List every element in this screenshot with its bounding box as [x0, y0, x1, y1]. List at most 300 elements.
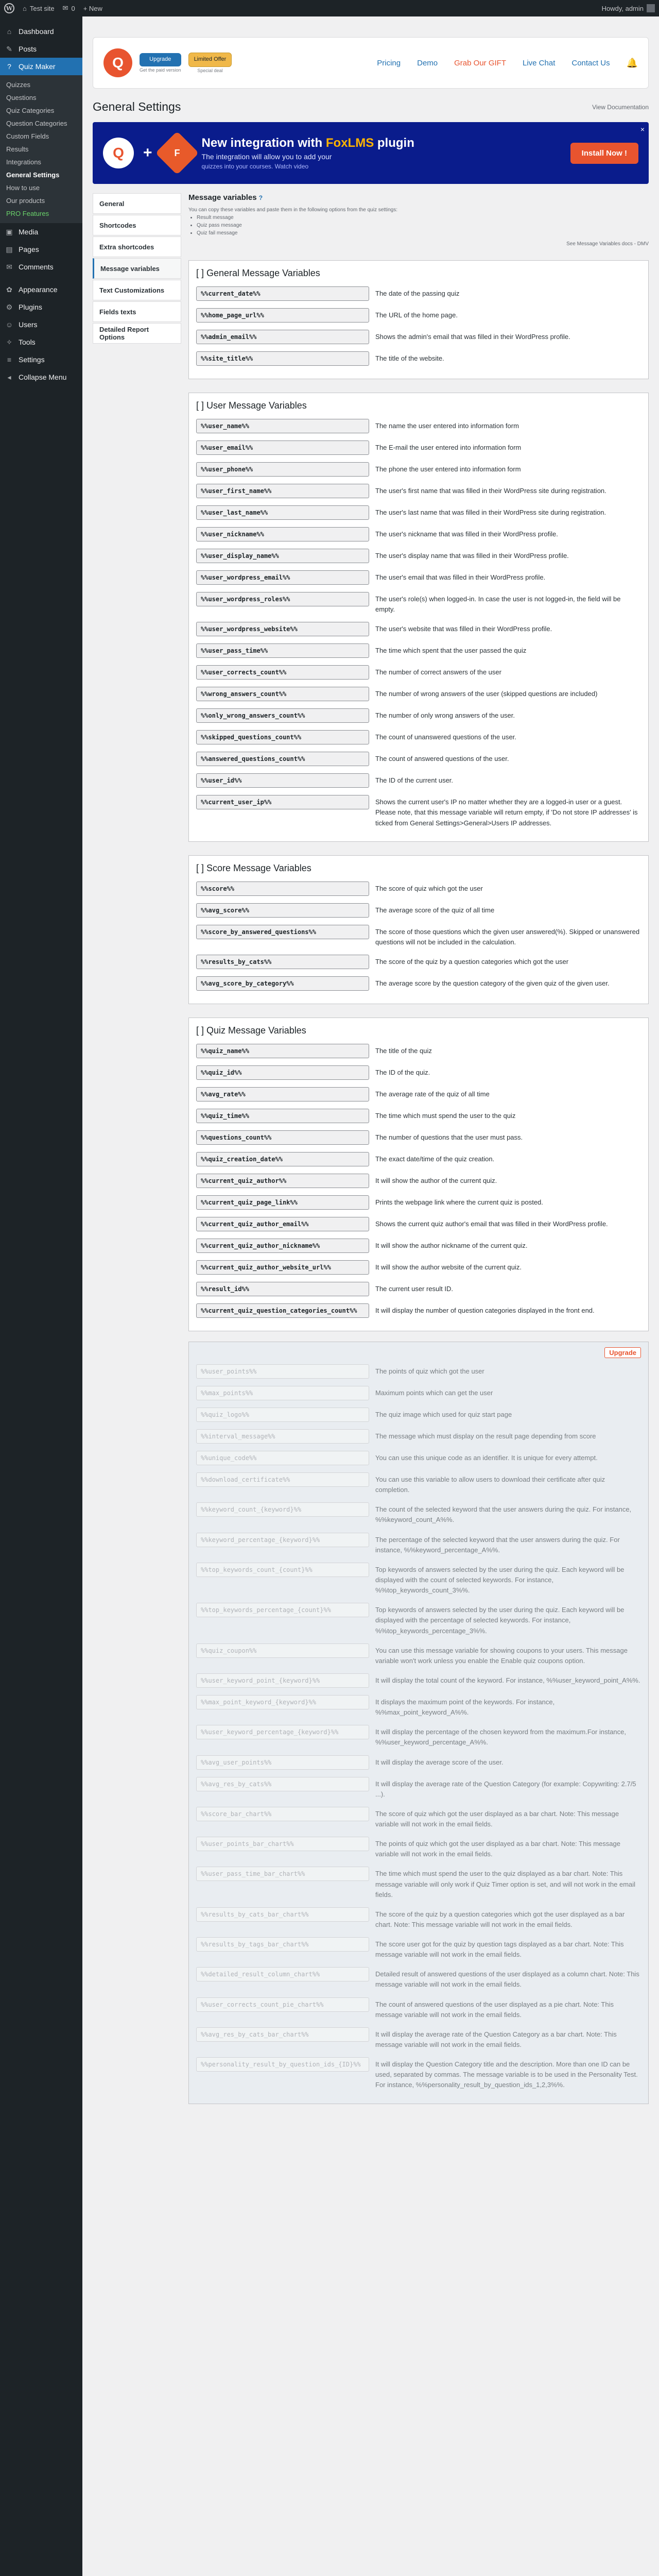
quiz-maker-logo-icon: Q [103, 48, 132, 77]
variable-code-field[interactable]: %%user_email%% [196, 440, 369, 455]
variable-row [196, 618, 641, 640]
variable-code-field[interactable]: %%interval_message%% [196, 1429, 369, 1444]
variable-code-field[interactable]: %%max_points%% [196, 1386, 369, 1400]
variable-code-field[interactable]: %%avg_score%% [196, 903, 369, 918]
variable-code-field[interactable]: %%current_quiz_page_link%% [196, 1195, 369, 1210]
variable-row [196, 1447, 641, 1469]
variable-row [196, 567, 641, 588]
variable-code-field[interactable]: %%admin_email%% [196, 330, 369, 344]
variable-row [196, 726, 641, 748]
variable-description: It displays the maximum point of the keywords. For instance, %%max_point_keyword_A%%. [375, 1698, 555, 1717]
variable-description: The date of the passing quiz [375, 290, 460, 297]
variable-section [188, 855, 649, 1004]
admin-bar-new[interactable]: + New [83, 4, 102, 12]
variable-description: It will show the author website of the current quiz. [375, 1263, 522, 1271]
submenu-integrations[interactable]: Integrations [6, 158, 41, 166]
variable-code-field[interactable]: %%avg_res_by_cats_bar_chart%% [196, 2027, 369, 2042]
variable-code-field[interactable]: %%unique_code%% [196, 1451, 369, 1465]
tab-extra-shortcodes[interactable]: Extra shortcodes [93, 236, 181, 257]
settings-tabs [93, 193, 181, 2104]
variable-code-field[interactable]: %%user_wordpress_email%% [196, 570, 369, 585]
variable-description: The number of only wrong answers of the user. [375, 711, 515, 720]
variable-description: The current user result ID. [375, 1284, 453, 1293]
sidebar-item-quiz-maker[interactable]: ? Quiz Maker [0, 58, 82, 75]
variable-row [196, 348, 641, 369]
sidebar-item-pages[interactable]: ▤ Pages [0, 241, 82, 258]
sidebar-item-posts[interactable]: ✎ Posts [0, 40, 82, 58]
quiz-maker-icon: ? [7, 62, 11, 71]
plugins-icon: ⚙ [6, 303, 13, 311]
dashboard-icon: ⌂ [7, 27, 12, 36]
title-row [93, 100, 649, 114]
variable-row [196, 1105, 641, 1127]
tab-detailed-report-options[interactable]: Detailed Report Options [93, 323, 181, 344]
variable-row [196, 1963, 641, 1993]
variable-description: The average rate of the quiz of all time [375, 1090, 490, 1098]
variable-description: Shows the current user's IP no matter whether they are a logged-in user or a guest. Please note, that this message variable will return empty, if 'Do not store IP addresses' is ticked from General Settings>General>Users IP addresses. [375, 798, 638, 827]
variable-code-field[interactable]: %%user_pass_time%% [196, 643, 369, 658]
variable-row [196, 283, 641, 304]
media-icon: ▣ [6, 228, 13, 236]
variable-code-field[interactable]: %%user_last_name%% [196, 505, 369, 520]
pricing-link[interactable]: Pricing [377, 58, 401, 67]
submenu-how-to-use[interactable]: How to use [6, 184, 40, 192]
gift-link[interactable]: Grab Our GIFT [454, 58, 506, 67]
section-bracket-icon: [ ] [196, 400, 207, 411]
foxlms-logo-icon: F [155, 131, 199, 175]
tools-icon: ✧ [6, 338, 12, 346]
variable-row [196, 640, 641, 662]
comments-icon: ✉ [6, 263, 12, 271]
comment-icon: ✉ [62, 4, 68, 12]
upgrade-button[interactable]: Upgrade [140, 53, 181, 66]
variable-description: The percentage of the selected keyword that the user answers during the quiz. For instance, %%keyword_percentage_A%%. [375, 1535, 620, 1554]
variable-code-field[interactable]: %%user_phone%% [196, 462, 369, 477]
quiz-maker-submenu [0, 75, 82, 223]
close-icon[interactable]: × [640, 125, 645, 133]
variable-row [196, 2024, 641, 2054]
sidebar-item-comments[interactable]: ✉ Comments [0, 258, 82, 276]
submenu-pro-features[interactable]: PRO Features [6, 210, 49, 217]
variable-code-field[interactable]: %%keyword_percentage_{keyword}%% [196, 1533, 369, 1547]
variable-row [196, 973, 641, 994]
variable-code-field[interactable]: %%current_quiz_author_nickname%% [196, 1239, 369, 1253]
variable-code-field[interactable]: %%personality_result_by_question_ids_{ID}%% [196, 2057, 369, 2072]
submenu-results[interactable]: Results [6, 145, 29, 153]
variable-row [196, 326, 641, 348]
submenu-custom-fields[interactable]: Custom Fields [6, 132, 49, 140]
variable-row [196, 1148, 641, 1170]
variable-section [188, 260, 649, 379]
variable-description: The score of those questions which the given user answered(%). Skipped or unanswered questions will not be included in the calculation. [375, 927, 640, 946]
variable-row [196, 662, 641, 683]
variable-code-field[interactable]: %%questions_count%% [196, 1130, 369, 1145]
tab-fields-texts[interactable]: Fields texts [93, 301, 181, 322]
variable-row [196, 900, 641, 921]
demo-link[interactable]: Demo [417, 58, 438, 67]
variable-description: The time which must spend the user to the quiz [375, 1111, 516, 1120]
variable-description: The exact date/time of the quiz creation. [375, 1155, 495, 1163]
variable-code-field[interactable]: %%user_corrects_count_pie_chart%% [196, 1997, 369, 2012]
variable-description: The count of unanswered questions of the user. [375, 733, 516, 741]
variable-code-field[interactable]: %%download_certificate%% [196, 1472, 369, 1487]
variable-code-field[interactable]: %%user_keyword_percentage_{keyword}%% [196, 1725, 369, 1739]
variable-description: You can use this unique code as an identifier. It is unique for every attempt. [375, 1453, 598, 1462]
submenu-our-products[interactable]: Our products [6, 197, 45, 205]
variable-code-field[interactable]: %%quiz_id%% [196, 1065, 369, 1080]
variable-row [196, 1773, 641, 1803]
section-title: [ ] User Message Variables [196, 400, 307, 411]
submenu-quiz-categories[interactable]: Quiz Categories [6, 107, 55, 114]
variable-code-field[interactable]: %%user_wordpress_website%% [196, 622, 369, 636]
variable-row [196, 1904, 641, 1934]
section-bracket-icon: [ ] [196, 1025, 207, 1036]
variable-sections [188, 260, 649, 1331]
variable-description: The time which spent that the user passed the quiz [375, 647, 527, 655]
variable-code-field[interactable]: %%skipped_questions_count%% [196, 730, 369, 744]
variable-description: The user's last name that was filled in their WordPress site during registration. [375, 509, 606, 516]
variable-code-field[interactable]: %%avg_score_by_category%% [196, 976, 369, 991]
variable-description: It will display the Question Category title and the description. More than one ID can be used, separated by commas. The message variable is to be used in the Personality Test. For instance, %%personality_result_by_question_ids_1,2,3%%. [375, 2060, 638, 2089]
variable-row [196, 1529, 641, 1559]
variable-description: The number of questions that the user must pass. [375, 1133, 523, 1141]
variable-row [196, 1170, 641, 1192]
variable-description: The score of the quiz by a question categories which got the user [375, 957, 569, 965]
variable-description: The score of quiz which got the user [375, 884, 483, 892]
variable-description: The title of the website. [375, 354, 444, 362]
main-content [93, 16, 649, 2104]
variable-code-field[interactable]: %%user_nickname%% [196, 527, 369, 541]
variable-row [196, 1382, 641, 1404]
variable-description: Shows the admin's email that was filled in their WordPress profile. [375, 333, 570, 341]
variable-code-field[interactable]: %%current_user_ip%% [196, 795, 369, 809]
foxlms-banner [93, 122, 649, 184]
variable-description: The phone the user entered into information form [375, 465, 521, 473]
collapse-icon: ◂ [7, 373, 11, 381]
variable-description: The count of answered questions of the user displayed as a pie chart. Note: This message variable will not work in the email fields. [375, 2000, 614, 2019]
variable-row [196, 1803, 641, 1833]
variable-description: You can use this message variable for showing coupons to your users. This message variable won't work unless you enable the Enable quiz coupons option. [375, 1646, 628, 1665]
appearance-icon: ✿ [6, 285, 12, 294]
variable-code-field[interactable]: %%top_keywords_count_{count}%% [196, 1563, 369, 1577]
variable-code-field[interactable]: %%current_quiz_author%% [196, 1174, 369, 1188]
submenu-questions[interactable]: Questions [6, 94, 37, 101]
variable-row [196, 921, 641, 951]
variable-code-field[interactable]: %%avg_res_by_cats%% [196, 1777, 369, 1791]
variable-description: The score user got for the quiz by question tags displayed as a bar chart. Note: This message variable will not work in the email fields. [375, 1940, 624, 1959]
variable-code-field[interactable]: %%site_title%% [196, 351, 369, 366]
variable-description: The time which must spend the user to the quiz displayed as a bar chart. Note: This message variable will only work if Quiz Timer option is set, and will not work in the email fields. [375, 1870, 636, 1899]
quiz-maker-logo-icon: Q [103, 138, 134, 168]
sidebar-collapse-menu[interactable]: ◂ Collapse Menu [0, 368, 82, 386]
variable-description: Maximum points which can get the user [375, 1388, 493, 1397]
variable-description: The E-mail the user entered into information form [375, 444, 522, 451]
pages-icon: ▤ [6, 245, 13, 253]
variable-description: The title of the quiz [375, 1046, 432, 1055]
tab-text-customizations[interactable]: Text Customizations [93, 280, 181, 300]
bell-icon[interactable]: 🔔 [626, 57, 638, 68]
message-variables-doc-link[interactable]: See Message Variables docs - DMV [566, 241, 649, 247]
variable-code-field[interactable]: %%home_page_url%% [196, 308, 369, 323]
admin-bar-comments[interactable]: ✉ 0 [62, 4, 75, 12]
home-icon: ⌂ [23, 4, 27, 12]
submenu-question-categories[interactable]: Question Categories [6, 120, 67, 127]
variable-row [196, 1235, 641, 1257]
variable-row [196, 415, 641, 437]
variable-row [196, 1994, 641, 2024]
variable-description: The user's first name that was filled in their WordPress site during registration. [375, 487, 606, 495]
variable-code-field[interactable]: %%current_quiz_question_categories_count%% [196, 1303, 369, 1318]
admin-sidebar [0, 16, 82, 2576]
admin-bar [0, 0, 659, 16]
section-title: [ ] Quiz Message Variables [196, 1025, 306, 1036]
admin-bar-wp-logo[interactable] [4, 3, 14, 13]
variable-row [196, 1721, 641, 1751]
variable-description: It will display the average score of the user. [375, 1758, 504, 1766]
variable-row [196, 791, 641, 832]
submenu-quizzes[interactable]: Quizzes [6, 81, 30, 89]
variable-description: The points of quiz which got the user [375, 1367, 484, 1375]
section-title: [ ] Score Message Variables [196, 862, 311, 873]
variable-row [196, 1670, 641, 1691]
variable-description: Shows the current quiz author's email that was filled in their WordPress profile. [375, 1219, 608, 1228]
variable-row [196, 588, 641, 618]
variable-row [196, 878, 641, 900]
variable-description: It will display the total count of the keyword. For instance, %%user_keyword_point_A%%. [375, 1676, 640, 1684]
page-title: General Settings [93, 100, 181, 113]
variable-description: Detailed result of answered questions of the user displayed as a column chart. Note: This message variable will not work in the email fields. [375, 1970, 639, 1989]
variable-description: The points of quiz which got the user displayed as a bar chart. Note: This message variable will not work in the email fields. [375, 1840, 620, 1858]
variable-description: It will display the average rate of the Question Category as a bar chart. Note: This message variable will not work in the email fields. [375, 2030, 617, 2049]
variable-code-field[interactable]: %%quiz_name%% [196, 1044, 369, 1058]
sidebar-item-users[interactable]: ☺ Users [0, 316, 82, 333]
variable-description: The number of wrong answers of the user (skipped questions are included) [375, 690, 598, 698]
users-icon: ☺ [5, 320, 13, 329]
tab-shortcodes[interactable]: Shortcodes [93, 215, 181, 235]
variable-row [196, 502, 641, 523]
variable-description: The user's role(s) when logged-in. In case the user is not logged-in, the field will be empty. [375, 595, 621, 614]
variable-row [196, 1833, 641, 1863]
admin-bar-site[interactable]: ⌂ Test site [23, 4, 55, 12]
variable-description: The score of quiz which got the user displayed as a bar chart. Note: This message variable will not work in the email fields. [375, 1809, 619, 1828]
variable-description: The ID of the quiz. [375, 1068, 430, 1076]
variable-row [196, 1934, 641, 1963]
variable-row [196, 523, 641, 545]
variable-row [196, 1300, 641, 1321]
posts-icon: ✎ [6, 45, 12, 53]
variable-code-field[interactable]: %%score%% [196, 882, 369, 896]
variable-code-field[interactable]: %%keyword_count_{keyword}%% [196, 1502, 369, 1517]
variable-row [196, 1062, 641, 1083]
sidebar-item-appearance[interactable]: ✿ Appearance [0, 281, 82, 298]
variable-row [196, 437, 641, 459]
sidebar-item-tools[interactable]: ✧ Tools [0, 333, 82, 351]
variable-description: The average score of the quiz of all time [375, 906, 495, 914]
settings-area [93, 193, 649, 2104]
avatar [647, 4, 655, 12]
upgrade-caption: Get the paid version [140, 67, 181, 73]
upgrade-badge[interactable]: Upgrade [604, 1347, 641, 1358]
variable-description: Top keywords of answers selected by the user during the quiz. Each keyword will be displayed with the count of selected keywords. For instance, %%top_keywords_count_3%%. [375, 1565, 625, 1595]
variable-code-field[interactable]: %%user_corrects_count%% [196, 665, 369, 680]
variable-code-field[interactable]: %%results_by_cats_bar_chart%% [196, 1907, 369, 1922]
variable-code-field[interactable]: %%max_point_keyword_{keyword}%% [196, 1695, 369, 1709]
variable-row [196, 2054, 641, 2094]
variable-code-field[interactable]: %%score_by_answered_questions%% [196, 925, 369, 939]
variable-description: Top keywords of answers selected by the user during the quiz. Each keyword will be displayed with the percentage of selected keywords. For instance, %%top_keywords_percentage_3%%. [375, 1606, 625, 1635]
variable-code-field[interactable]: %%avg_user_points%% [196, 1755, 369, 1770]
variable-row [196, 951, 641, 973]
message-variables-intro: You can copy these variables and paste them in the following options from the quiz settings: • Result message • Quiz pass message • Quiz fail message [188, 206, 649, 237]
variable-description: You can use this variable to allow users to download their certificate after quiz completion. [375, 1475, 605, 1494]
special-offer-button[interactable]: Limited Offer [188, 53, 232, 66]
wordpress-icon: W [4, 3, 14, 13]
variable-code-field[interactable]: %%results_by_tags_bar_chart%% [196, 1937, 369, 1952]
variable-description: Prints the webpage link where the current quiz is posted. [375, 1198, 543, 1206]
variable-row [196, 459, 641, 480]
variable-code-field[interactable]: %%current_quiz_author_website_url%% [196, 1260, 369, 1275]
variable-row [196, 1752, 641, 1773]
sidebar-item-plugins[interactable]: ⚙ Plugins [0, 298, 82, 316]
variable-code-field[interactable]: %%user_id%% [196, 773, 369, 788]
sidebar-item-settings[interactable]: ≡ Settings [0, 351, 82, 368]
variable-code-field[interactable]: %%current_date%% [196, 286, 369, 301]
variable-description: The user's website that was filled in their WordPress profile. [375, 625, 552, 633]
variable-row [196, 545, 641, 567]
variable-row [196, 1361, 641, 1382]
variable-code-field[interactable]: %%user_display_name%% [196, 549, 369, 563]
variable-description: The user's nickname that was filled in their WordPress profile. [375, 530, 558, 538]
variable-code-field[interactable]: %%quiz_logo%% [196, 1408, 369, 1422]
upgrade-block [140, 53, 181, 72]
tab-message-variables[interactable]: Message variables [93, 258, 181, 279]
variable-code-field[interactable]: %%avg_rate%% [196, 1087, 369, 1101]
variable-row [196, 1083, 641, 1105]
variable-row [196, 1499, 641, 1529]
variable-code-field[interactable]: %%detailed_result_column_chart%% [196, 1967, 369, 1981]
variable-description: It will show the author of the current quiz. [375, 1176, 497, 1184]
variable-row [196, 1127, 641, 1148]
variable-row [196, 1863, 641, 1903]
banner-title: New integration with FoxLMS plugin [201, 136, 414, 150]
special-offer-caption: Special deal [197, 67, 223, 73]
variable-row [196, 1691, 641, 1721]
variable-description: It will show the author nickname of the current quiz. [375, 1241, 528, 1249]
help-icon[interactable]: ? [258, 194, 263, 201]
variable-code-field[interactable]: %%quiz_time%% [196, 1109, 369, 1123]
admin-bar-account[interactable]: Howdy, admin [602, 4, 655, 12]
variable-code-field[interactable]: %%user_first_name%% [196, 484, 369, 498]
variable-code-field[interactable]: %%top_keywords_percentage_{count}%% [196, 1603, 369, 1617]
variable-description: The name the user entered into information form [375, 422, 519, 430]
special-offer-block [188, 53, 232, 73]
variable-code-field[interactable]: %%user_points_bar_chart%% [196, 1837, 369, 1851]
section-bracket-icon: [ ] [196, 862, 207, 873]
section-bracket-icon: [ ] [196, 268, 207, 278]
variable-row [196, 1426, 641, 1447]
variable-row [196, 770, 641, 791]
banner-description: The integration will allow you to add your [201, 152, 332, 161]
variable-row [196, 748, 641, 770]
variable-row [196, 1192, 641, 1213]
variable-description: The count of the selected keyword that the user answers during the quiz. For instance, %%keyword_count_A%%. [375, 1505, 632, 1524]
variable-description: The count of answered questions of the user. [375, 755, 509, 763]
variable-code-field[interactable]: %%current_quiz_author_email%% [196, 1217, 369, 1231]
variable-code-field[interactable]: %%result_id%% [196, 1282, 369, 1296]
variable-row [196, 1469, 641, 1499]
variable-description: The user's display name that was filled in their WordPress profile. [375, 552, 569, 560]
variable-section [188, 393, 649, 842]
variable-code-field[interactable]: %%user_name%% [196, 419, 369, 433]
variable-code-field[interactable]: %%quiz_coupon%% [196, 1643, 369, 1658]
live-chat-link[interactable]: Live Chat [523, 58, 556, 67]
variable-description: It will display the average rate of the Question Category (for example: Copywriting: 2.7/5 ...). [375, 1780, 636, 1798]
variable-row [196, 705, 641, 726]
variable-code-field[interactable]: %%user_points%% [196, 1364, 369, 1379]
plus-icon: + [143, 144, 152, 161]
view-documentation-link[interactable]: View Documentation [592, 103, 649, 111]
variable-description: The score of the quiz by a question categories which got the user displayed as a bar chart. Note: This message variable will not work in the email fields. [375, 1910, 625, 1928]
banner-hint[interactable]: quizzes into your courses. Watch video [201, 162, 309, 170]
variable-row [196, 1559, 641, 1599]
banner-text [202, 136, 414, 170]
variable-section [188, 1018, 649, 1331]
variable-code-field[interactable]: %%score_bar_chart%% [196, 1807, 369, 1821]
variable-description: The ID of the current user. [375, 776, 454, 785]
variable-row [196, 1257, 641, 1278]
variable-description: The user's email that was filled in their WordPress profile. [375, 573, 546, 581]
variable-description: The number of correct answers of the user [375, 668, 501, 676]
variable-code-field[interactable]: %%user_wordpress_roles%% [196, 592, 369, 606]
install-now-button[interactable]: Install Now ! [570, 143, 638, 164]
variable-row [196, 1640, 641, 1670]
variable-description: The quiz image which used for quiz start page [375, 1410, 512, 1418]
variable-description: The average score by the question category of the given quiz of the given user. [375, 979, 610, 987]
variable-row [196, 1213, 641, 1235]
variable-code-field[interactable]: %%results_by_cats%% [196, 955, 369, 969]
variable-description: The URL of the home page. [375, 311, 458, 319]
sidebar-item-media[interactable]: ▣ Media [0, 223, 82, 241]
pro-variables-section [188, 1342, 649, 2104]
variable-row [196, 1599, 641, 1639]
section-title: [ ] General Message Variables [196, 268, 320, 278]
variable-code-field[interactable]: %%quiz_creation_date%% [196, 1152, 369, 1166]
variable-code-field[interactable]: %%only_wrong_answers_count%% [196, 708, 369, 723]
plugin-topbar [93, 37, 649, 89]
sidebar-item-dashboard[interactable]: ⌂ Dashboard [0, 23, 82, 40]
settings-icon: ≡ [7, 355, 12, 364]
variable-code-field[interactable]: %%user_keyword_point_{keyword}%% [196, 1673, 369, 1688]
message-variables-heading: Message variables ? [188, 193, 263, 202]
variable-code-field[interactable]: %%answered_questions_count%% [196, 752, 369, 766]
message-variables-panel [188, 193, 649, 2104]
variable-description: It will display the percentage of the chosen keyword from the maximum.For instance, %%user_keyword_percentage_A%%. [375, 1728, 626, 1747]
variable-row [196, 683, 641, 705]
variable-row [196, 304, 641, 326]
variable-row [196, 1404, 641, 1426]
variable-code-field[interactable]: %%wrong_answers_count%% [196, 687, 369, 701]
variable-description: The message which must display on the result page depending from score [375, 1432, 596, 1440]
submenu-general-settings[interactable]: General Settings [6, 171, 60, 179]
pro-variable-list [196, 1361, 641, 2094]
tab-general[interactable]: General [93, 193, 181, 214]
variable-code-field[interactable]: %%user_pass_time_bar_chart%% [196, 1867, 369, 1881]
topbar-links [377, 58, 638, 69]
variable-row [196, 480, 641, 502]
variable-description: It will display the number of question categories displayed in the front end. [375, 1306, 595, 1314]
contact-us-link[interactable]: Contact Us [571, 58, 610, 67]
variable-row [196, 1040, 641, 1062]
